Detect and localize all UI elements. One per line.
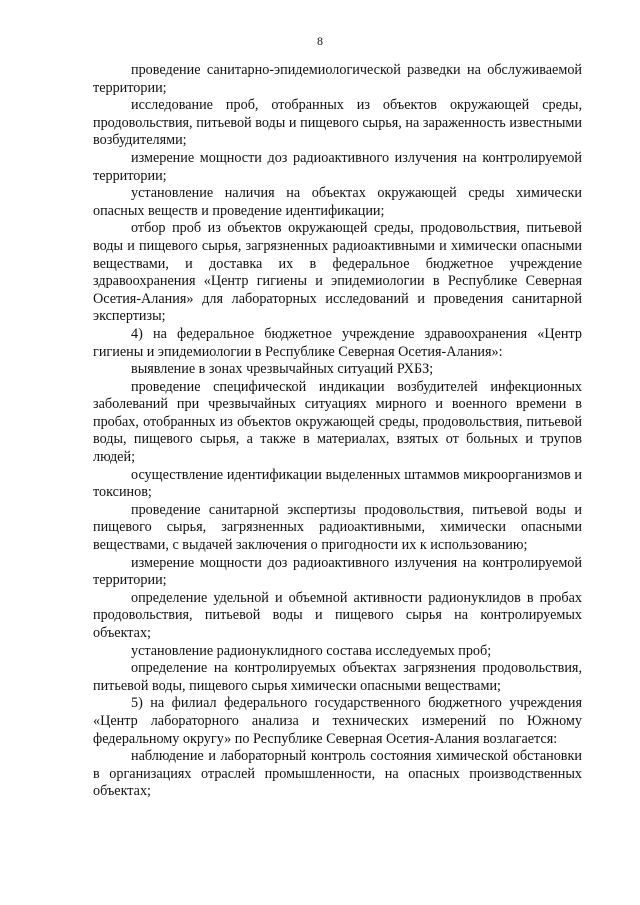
paragraph: определение на контролируемых объектах загрязнения продовольствия, питьевой воды, пищевого сырья химически опасными веществами; xyxy=(93,660,582,694)
paragraph: определение удельной и объемной активности радионуклидов в пробах продовольствия, питьевой воды и пищевого сырья на контролируемых объектах; xyxy=(93,589,582,641)
paragraph: 5) на филиал федерального государственного бюджетного учреждения «Центр лабораторного анализа и технических измерений по Южному федеральному округу» по Республике Северная Осетия-Алания возлагается: xyxy=(93,695,582,747)
page-number: 8 xyxy=(317,34,323,48)
paragraph: установление радионуклидного состава исследуемых проб; xyxy=(131,642,492,659)
paragraph: 4) на федеральное бюджетное учреждение здравоохранения «Центр гигиены и эпидемиологии в Республике Северная Осетия-Алания»: xyxy=(93,325,582,360)
paragraph: измерение мощности доз радиоактивного излучения на контролируемой территории; xyxy=(93,149,582,184)
paragraph: осуществление идентификации выделенных штаммов микроорганизмов и токсинов; xyxy=(93,466,582,501)
paragraph: проведение санитарной экспертизы продовольствия, питьевой воды и пищевого сырья, загрязненных радиоактивными, химически опасными веществами, с выдачей заключения о пригодности их к использованию; xyxy=(93,501,582,554)
paragraph: выявление в зонах чрезвычайных ситуаций РХБЗ; xyxy=(131,361,434,378)
paragraph: установление наличия на объектах окружающей среды химически опасных веществ и проведение идентификации; xyxy=(93,185,582,219)
paragraph: отбор проб из объектов окружающей среды, продовольствия, питьевой воды и пищевого сырья, загрязненных радиоактивными и химически опасными веществами, и доставка их в федеральное бюджетное учреждение здравоохранения «Центр гигиены и эпидемиологии в Республике Северная Осетия-Алания» для лабораторных исследований и проведения санитарной экспертизы; xyxy=(93,220,582,325)
paragraph: наблюдение и лабораторный контроль состояния химической обстановки в организациях отраслей промышленности, на опасных производственных объектах; xyxy=(93,748,582,800)
paragraph: исследование проб, отобранных из объектов окружающей среды, продовольствия, питьевой воды и пищевого сырья, на зараженность известными возбудителями; xyxy=(93,97,582,149)
document-body xyxy=(93,62,582,801)
paragraph: проведение санитарно-эпидемиологической разведки на обслуживаемой территории; xyxy=(93,62,582,96)
paragraph: измерение мощности доз радиоактивного излучения на контролируемой территории; xyxy=(93,554,582,589)
paragraph: проведение специфической индикации возбудителей инфекционных заболеваний при чрезвычайных ситуациях мирного и военного времени в пробах, отобранных из объектов окружающей среды, продовольствия, питьевой воды, пищевого сырья, а также в материалах, взятых от больных и трупов людей; xyxy=(93,378,582,466)
